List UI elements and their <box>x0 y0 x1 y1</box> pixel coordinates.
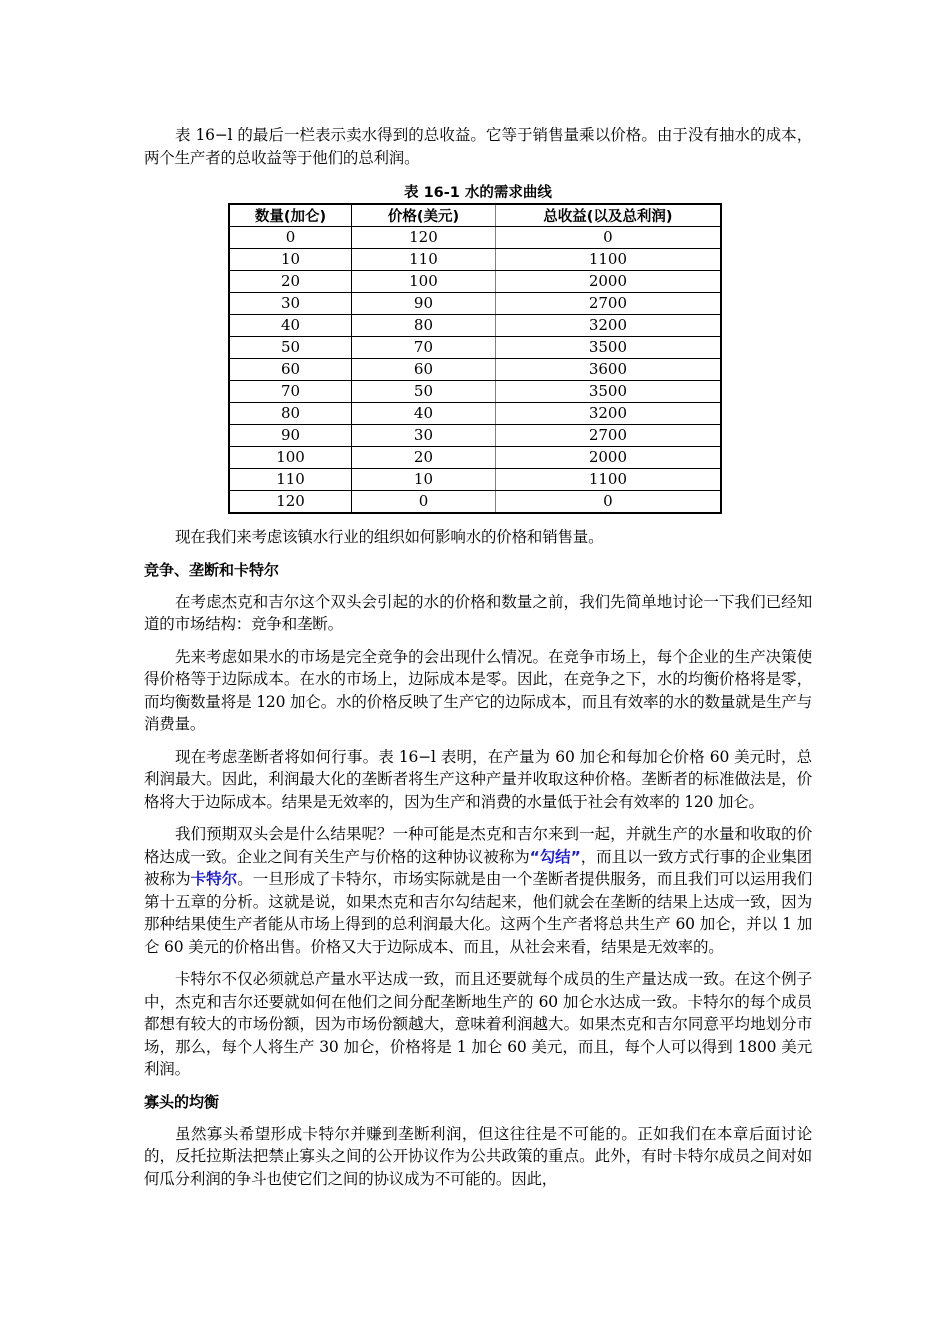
cell-revenue: 3500 <box>495 381 721 403</box>
table-row <box>229 249 721 271</box>
table-body <box>229 227 721 514</box>
paragraph-collusion <box>144 823 812 958</box>
cell-revenue: 3200 <box>495 315 721 337</box>
cell-quantity: 60 <box>229 359 352 381</box>
collusion-text-b: ，而且以一致方式行事的企业集团被称为 <box>144 847 812 888</box>
collusion-text-a: 我们预期双头会是什么结果呢？一种可能是杰克和吉尔来到一起，并就生产的水量和收取的价格达成一致。企业之间有关生产与价格的这种协议被称为 <box>144 825 812 866</box>
cell-quantity: 70 <box>229 381 352 403</box>
cell-price: 70 <box>352 337 496 359</box>
cell-price: 0 <box>352 491 496 514</box>
table-header-row <box>229 204 721 227</box>
cell-revenue: 0 <box>495 491 721 514</box>
section-heading-oligopoly-equilibrium: 寡头的均衡 <box>144 1092 220 1111</box>
table-row <box>229 381 721 403</box>
cell-revenue: 2700 <box>495 293 721 315</box>
document-page <box>144 124 812 1190</box>
demand-table <box>228 203 722 514</box>
term-cartel: 卡特尔 <box>190 870 238 888</box>
cell-quantity: 80 <box>229 403 352 425</box>
cell-quantity: 20 <box>229 271 352 293</box>
table-row <box>229 425 721 447</box>
cell-revenue: 2000 <box>495 447 721 469</box>
cell-quantity: 0 <box>229 227 352 249</box>
paragraph-cartel-shares: 卡特尔不仅必须就总产量水平达成一致，而且还要就每个成员的生产量达成一致。在这个例子中，杰克和吉尔还要就如何在他们之间分配垄断地生产的 60 加仑水达成一致。卡特尔的每个成员都想有较大的市场份额，因为市场份额越大，意味着利润越大。如果杰克和吉尔同意平均地划分市场，那么，每个人将生产 30 加仑，价格将是 1 加仑 60 美元，而且，每个人可以得到 1800 美元利润。 <box>144 970 812 1078</box>
cell-price: 90 <box>352 293 496 315</box>
table-row <box>229 315 721 337</box>
cell-price: 40 <box>352 403 496 425</box>
cell-quantity: 100 <box>229 447 352 469</box>
cell-price: 110 <box>352 249 496 271</box>
table-row <box>229 447 721 469</box>
cell-quantity: 90 <box>229 425 352 447</box>
paragraph-oligopoly: 虽然寡头希望形成卡特尔并赚到垄断利润，但这往往是不可能的。正如我们在本章后面讨论的，反托拉斯法把禁止寡头之间的公开协议作为公共政策的重点。此外，有时卡特尔成员之间对如何瓜分利润的争斗也使它们之间的协议成为不可能的。因此， <box>144 1124 812 1188</box>
after-table-paragraph: 现在我们来考虑该镇水行业的组织如何影响水的价格和销售量。 <box>175 528 604 546</box>
header-quantity: 数量(加仑) <box>229 204 352 227</box>
paragraph-duopoly-intro: 在考虑杰克和吉尔这个双头会引起的水的价格和数量之前，我们先简单地讨论一下我们已经知道的市场结构：竞争和垄断。 <box>144 592 812 633</box>
cell-price: 80 <box>352 315 496 337</box>
section-heading-competition: 竞争、垄断和卡特尔 <box>144 560 280 579</box>
cell-revenue: 3500 <box>495 337 721 359</box>
paragraph-competition: 先来考虑如果水的市场是完全竞争的会出现什么情况。在竞争市场上，每个企业的生产决策使得价格等于边际成本。在水的市场上，边际成本是零。因此，在竞争之下，水的均衡价格将是零，而均衡数量将是 120 加仑。水的价格反映了生产它的边际成本，而且有效率的水的数量就是生产与消费量。 <box>144 647 812 733</box>
term-collusion: “勾结” <box>529 847 581 866</box>
cell-quantity: 10 <box>229 249 352 271</box>
cell-price: 60 <box>352 359 496 381</box>
cell-price: 30 <box>352 425 496 447</box>
cell-quantity: 30 <box>229 293 352 315</box>
cell-revenue: 1100 <box>495 469 721 491</box>
cell-revenue: 3600 <box>495 359 721 381</box>
header-revenue: 总收益(以及总利润) <box>495 204 721 227</box>
cell-price: 50 <box>352 381 496 403</box>
collusion-text-c: 。一旦形成了卡特尔，市场实际就是由一个垄断者提供服务，而且我们可以运用我们第十五章的分析。这就是说，如果杰克和吉尔勾结起来，他们就会在垄断的结果上达成一致，因为那种结果使生产者能从市场上得到的总利润最大化。这两个生产者将总共生产 60 加仑，并以 1 加仑 60 美元的价格出售。价格又大于边际成本、而且，从社会来看，结果是无效率的。 <box>144 870 812 956</box>
cell-revenue: 2700 <box>495 425 721 447</box>
table-row <box>229 403 721 425</box>
table-row <box>229 337 721 359</box>
cell-quantity: 120 <box>229 491 352 514</box>
cell-revenue: 3200 <box>495 403 721 425</box>
cell-revenue: 2000 <box>495 271 721 293</box>
table-row <box>229 469 721 491</box>
cell-quantity: 40 <box>229 315 352 337</box>
table-row <box>229 491 721 514</box>
table-row <box>229 271 721 293</box>
cell-price: 20 <box>352 447 496 469</box>
cell-price: 100 <box>352 271 496 293</box>
table-row <box>229 359 721 381</box>
table-caption: 表 16-1 水的需求曲线 <box>404 185 552 201</box>
table-row <box>229 227 721 249</box>
cell-quantity: 110 <box>229 469 352 491</box>
cell-quantity: 50 <box>229 337 352 359</box>
paragraph-monopoly: 现在考虑垄断者将如何行事。表 16−l 表明，在产量为 60 加仑和每加仑价格 60 美元时，总利润最大。因此，利润最大化的垄断者将生产这种产量并收取这种价格。垄断者的标准做法是，价格将大于边际成本。结果是无效率的，因为生产和消费的水量低于社会有效率的 120 加仑。 <box>144 747 812 811</box>
cell-revenue: 0 <box>495 227 721 249</box>
cell-revenue: 1100 <box>495 249 721 271</box>
cell-price: 10 <box>352 469 496 491</box>
table-row <box>229 293 721 315</box>
intro-paragraph: 表 16−l 的最后一栏表示卖水得到的总收益。它等于销售量乘以价格。由于没有抽水的成本，两个生产者的总收益等于他们的总利润。 <box>144 126 812 167</box>
cell-price: 120 <box>352 227 496 249</box>
header-price: 价格(美元) <box>352 204 496 227</box>
